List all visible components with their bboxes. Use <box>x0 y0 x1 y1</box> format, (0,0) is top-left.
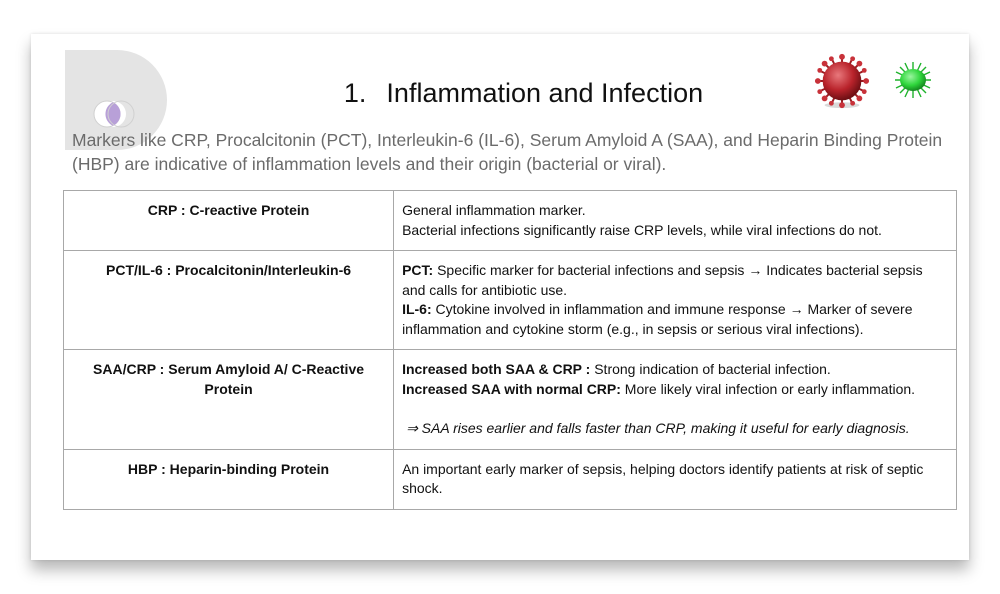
marker-desc-saa-crp <box>394 350 957 450</box>
desc-label: PCT: <box>402 262 434 278</box>
title-text: Inflammation and Infection <box>386 78 704 108</box>
table-row <box>64 251 957 350</box>
table-row <box>64 350 957 450</box>
marker-name-pct-il6: PCT/IL-6 : Procalcitonin/Interleukin-6 <box>64 251 394 350</box>
desc-line: An important early marker of sepsis, helping doctors identify patients at risk of septic shock. <box>402 460 924 496</box>
marker-name-crp: CRP : C-reactive Protein <box>64 191 394 251</box>
desc-label: IL-6: <box>402 301 432 317</box>
green-bacteria-icon <box>893 60 933 100</box>
marker-name-hbp: HBP : Heparin-binding Protein <box>64 449 394 509</box>
desc-line: General inflammation marker. <box>402 202 586 218</box>
desc-paragraph <box>402 380 948 400</box>
table-row <box>64 449 957 509</box>
desc-paragraph <box>402 360 948 380</box>
table-row <box>64 191 957 251</box>
marker-desc-hbp <box>394 449 957 509</box>
title-number: 1. <box>343 78 367 108</box>
marker-name-saa-crp: SAA/CRP : Serum Amyloid A/ C-Reactive Protein <box>64 350 394 450</box>
desc-line: Bacterial infections significantly raise CRP levels, while viral infections do not. <box>402 221 882 238</box>
desc-text: Specific marker for bacterial infections and sepsis → Indicates bacterial sepsis and calls for antibiotic use. <box>402 262 923 298</box>
slide <box>31 34 969 560</box>
desc-label: Increased both SAA & CRP : <box>402 361 591 377</box>
desc-text: Cytokine involved in inflammation and immune response → Marker of severe inflammation and cytokine storm (e.g., in sepsis or serious viral infections). <box>402 301 913 337</box>
desc-paragraph <box>402 300 948 339</box>
marker-desc-crp <box>394 191 957 251</box>
desc-paragraph <box>402 261 948 300</box>
desc-label: Increased SAA with normal CRP: <box>402 380 621 397</box>
desc-text: Strong indication of bacterial infection. <box>590 361 831 377</box>
intro-text: Markers like CRP, Procalcitonin (PCT), Interleukin-6 (IL-6), Serum Amyloid A (SAA), and Heparin Binding Protein (HBP) are indicative of inflammation levels and their origin (bacterial or viral). <box>72 130 943 174</box>
desc-text: More likely viral infection or early inflammation. <box>620 380 916 397</box>
desc-note: ⇒ SAA rises earlier and falls faster than CRP, making it useful for early diagnosis. <box>406 420 910 436</box>
red-virus-icon <box>813 52 871 110</box>
marker-desc-pct-il6 <box>394 251 957 350</box>
markers-table <box>63 190 957 510</box>
spacer <box>402 399 948 419</box>
